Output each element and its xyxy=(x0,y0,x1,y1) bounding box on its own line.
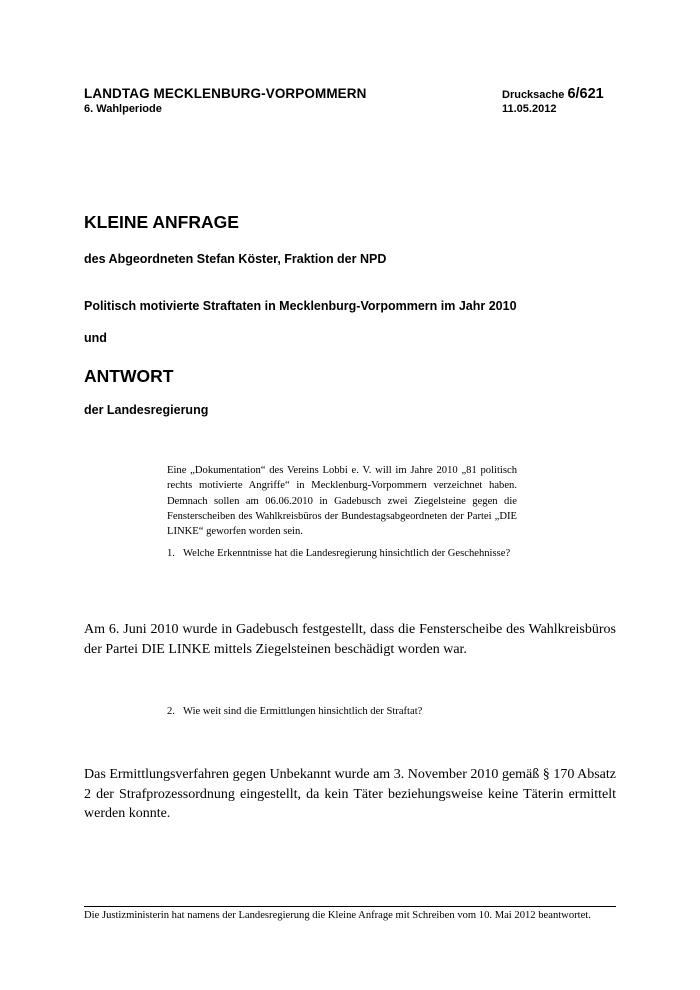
inquiry-title: Politisch motivierte Straftaten in Mecklenburg-Vorpommern im Jahr 2010 xyxy=(84,299,517,313)
conjunction: und xyxy=(84,331,107,345)
question-text: Wie weit sind die Ermittlungen hinsichtlich der Straftat? xyxy=(183,706,423,717)
question-1 xyxy=(167,546,517,561)
footnote-divider xyxy=(84,906,616,907)
answer-1: Am 6. Juni 2010 wurde in Gadebusch festgestellt, dass die Fensterscheibe des Wahlkreisbüros der Partei DIE LINKE mittels Ziegelsteinen beschädigt worden war. xyxy=(84,622,616,657)
answer-by: der Landesregierung xyxy=(84,403,209,417)
inquiry-heading: KLEINE ANFRAGE xyxy=(84,212,239,232)
parliament-name: LANDTAG MECKLENBURG-VORPOMMERN xyxy=(84,86,367,101)
document-number-value: 6/621 xyxy=(567,86,604,102)
question-number: 1. xyxy=(167,548,175,559)
answer-heading: ANTWORT xyxy=(84,366,174,386)
document-label: Drucksache xyxy=(502,89,565,101)
document-date: 11.05.2012 xyxy=(502,103,557,115)
question-text: Welche Erkenntnisse hat die Landesregierung hinsichtlich der Geschehnisse? xyxy=(183,548,511,559)
inquiry-author: des Abgeordneten Stefan Köster, Fraktion der NPD xyxy=(84,252,387,266)
answer-2: Das Ermittlungsverfahren gegen Unbekannt wurde am 3. November 2010 gemäß § 170 Absatz 2 der Strafprozessordnung eingestellt, da kein Täter beziehungsweise keine Täterin ermittelt werden konnte. xyxy=(84,767,616,821)
document-number xyxy=(502,86,604,102)
question-2 xyxy=(167,704,567,719)
footnote: Die Justizministerin hat namens der Landesregierung die Kleine Anfrage mit Schreiben vom 10. Mai 2012 beantwortet. xyxy=(84,910,591,921)
question-number: 2. xyxy=(167,706,175,717)
inquiry-preamble: Eine „Dokumentation“ des Vereins Lobbi e. V. will im Jahre 2010 „81 politisch rechts motivierte Angriffe“ in Mecklenburg-Vorpommern verzeichnet haben. Demnach sollen am 06.06.2010 in Gadebusch zwei Ziegelsteine gegen die Fensterscheiben des Wahlkreisbüros der Bundestagsabgeordneten der Partei „DIE LINKE“ geworfen worden sein. xyxy=(167,465,517,538)
legislative-period: 6. Wahlperiode xyxy=(84,103,162,115)
